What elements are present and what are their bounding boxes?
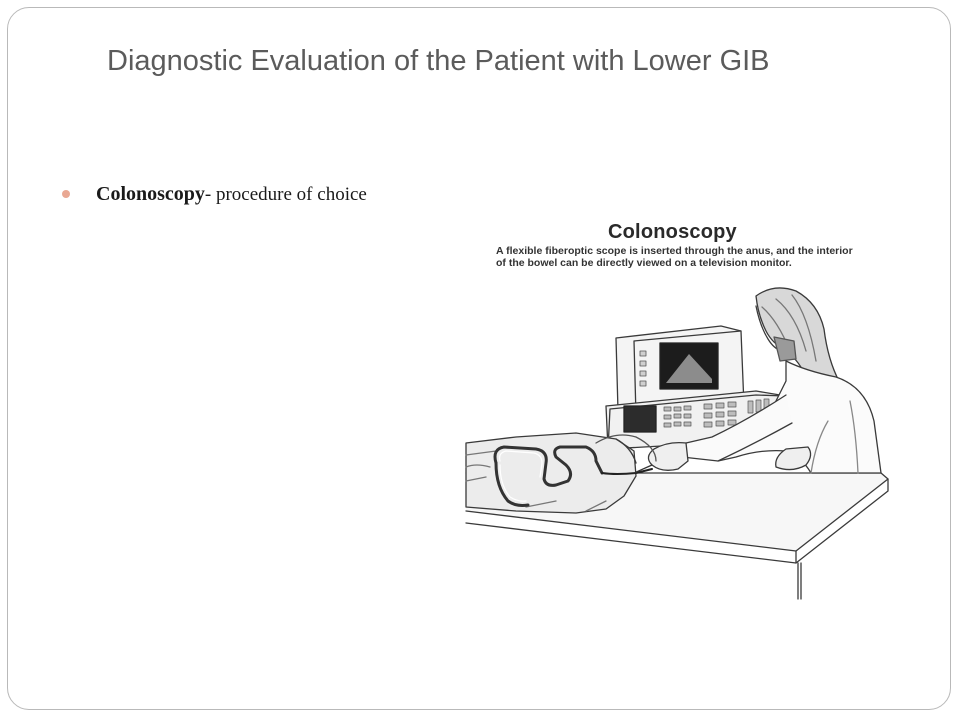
doctor-mask (774, 337, 796, 361)
colonoscopy-drawing (456, 211, 896, 611)
colonoscopy-illustration (456, 211, 896, 611)
bullet-dot-icon (62, 190, 70, 198)
bullet-list (62, 182, 367, 207)
slide-title: Diagnostic Evaluation of the Patient with Lower GIB (107, 45, 770, 77)
slide (7, 7, 951, 710)
figure-title: Colonoscopy (608, 221, 737, 243)
bullet-term: Colonoscopy (96, 183, 205, 205)
bullet-item (62, 182, 367, 207)
console-display (624, 406, 656, 432)
bullet-text: - procedure of choice (204, 184, 367, 205)
figure-caption: A flexible fiberoptic scope is inserted through the anus, and the interior of the bowel can be directly viewed on a television monitor. (496, 245, 853, 269)
